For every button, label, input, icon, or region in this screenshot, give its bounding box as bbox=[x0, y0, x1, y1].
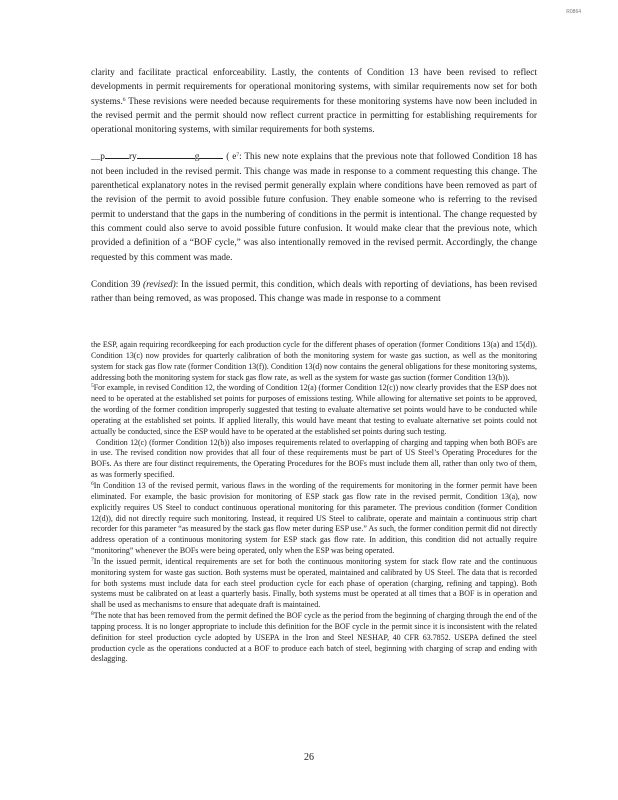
condition-label: Condition 39 bbox=[91, 279, 144, 290]
footnote-text: In Condition 13 of the revised permit, various flaws in the wording of the requirements for monitoring in the former permit have been eliminated. For example, the basic provision for monitoring of ESP stack gas flow rate in the revised permit, Condition 13(a), now explicitly requires US Steel to conduct continuous operational monitoring for this parameter. The previous condition (former Condition 12(d)), did not directly require such monitoring. Instead, it required US Steel to calibrate, operate and maintain a continuous strip chart recorder for this parameter “as measured by the stack gas flow meter during ESP use.” As such, the former condition permit did not directly address operation of a continuous monitoring system for ESP stack gas flow rate. In addition, this condition did not actually require “monitoring” whenever the BOFs were being operated, only when the ESP was being operated. bbox=[91, 480, 537, 556]
footnote-mark: 7 bbox=[91, 556, 94, 563]
paragraph-text-cont: These revisions were needed because requirements for these monitoring systems have now been included in the revised permit and the permit should now reflect current practice in permitting for establishing requirements for operational monitoring systems, with similar requirements for both systems. bbox=[91, 96, 537, 136]
footnote-ref-7: 7 bbox=[236, 152, 240, 159]
footnote-7 bbox=[91, 557, 537, 611]
footnote-6 bbox=[91, 481, 537, 557]
footnote-8 bbox=[91, 611, 537, 665]
revised-label: (revised) bbox=[143, 279, 176, 290]
heading-fragment-a: __p bbox=[91, 152, 105, 163]
footnote-text: For example, in revised Condition 12, the wording of Condition 12(a) (former Condition 12(c)) now clearly provides that the ESP does not need to be operated at the established set points for purposes of emissions testing. While allowing for alternative set points to be approved, the wording of the former condition improperly suggested that testing to evaluate alternative set points would have to be conducted while operating at the established set points. If applied literally, this would have meant that testing to evaluate alternative set points could not actually be conducted, since the ESP would have to be operated at the established set points during such testing. bbox=[91, 383, 537, 436]
paragraph-text: clarity and facilitate practical enforceability. Lastly, the contents of Condition 13 have been revised to reflect developments in permit requirements for operational monitoring systems, with similar requirements now set for both systems. bbox=[91, 68, 537, 107]
paragraph-note-condition-18 bbox=[91, 150, 537, 264]
footnote-5 bbox=[91, 383, 537, 437]
illegible-gap bbox=[137, 150, 195, 159]
footnote-ref-6: 6 bbox=[122, 96, 126, 103]
footnote-mark: 6 bbox=[91, 480, 94, 487]
footnote-mark: 8 bbox=[91, 611, 94, 618]
footnote-5-continued: Condition 12(c) (former Condition 12(b)) also imposes requirements related to overlapping of charging and tapping when both BOFs are in use. The revised condition now provides that all four of these requirements must be part of US Steel’s Operating Procedures for the BOFs. As there are four distinct requirements, the Operating Procedures for the BOFs must include them all, rather than only two of them, as was formerly specified. bbox=[91, 437, 537, 480]
illegible-gap bbox=[199, 150, 223, 159]
footnote-mark: 5 bbox=[91, 383, 94, 390]
body-text bbox=[91, 66, 537, 306]
paragraph-text: : In the issued permit, this condition, which deals with reporting of deviations, has been revised rather than being removed, as was proposed. This change was made in response to a comment bbox=[91, 279, 537, 305]
footnotes bbox=[91, 340, 537, 665]
footnote-text: The note that has been removed from the permit defined the BOF cycle as the period from the beginning of charging through the end of the tapping process. It is no longer appropriate to include this definition for the BOF cycle in the permit since it is inconsistent with the related definition for steel production cycle adopted by USEPA in the Iron and Steel NESHAP, 40 CFR 63.7852. USEPA defined the steel production cycle as the operations conducted at a BOF to produce each batch of steel, beginning with charging of scrap and ending with deslagging. bbox=[91, 611, 537, 664]
paragraph-text: : This new note explains that the previous note that followed Condition 18 has not been included in the revised permit. This change was made in response to a comment requesting this change. The parenthetical explanatory notes in the revised permit generally explain where conditions have been removed as part of the revision of the permit to avoid possible future confusion. They enable someone who is referring to the revised permit to understand that the gaps in the numbering of conditions in the permit is intentional. The change requested by this comment could also serve to avoid possible future confusion. It would make clear that the previous note, which provided a definition of a “BOF cycle,” was also intentionally removed in the revised permit. Accordingly, the change requested by this comment was made. bbox=[91, 152, 538, 263]
footnote-text: In the issued permit, identical requirements are set for both the continuous monitoring system for stack flow rate and the continuous monitoring system for waste gas suction. Both systems must be operated, maintained and calibrated by US Steel. The data that is recorded for both systems must include data for each steel production cycle for each phase of operation (charging, refining and tapping). Both systems must be calibrated on at least a quarterly basis. Finally, both systems must be operated at all times that a BOF is in operation and shall be used as mechanisms to ensure that adequate draft is maintained. bbox=[91, 556, 537, 610]
heading-fragment-c: g bbox=[194, 152, 200, 163]
paragraph-condition-13 bbox=[91, 66, 537, 137]
illegible-gap bbox=[105, 150, 129, 159]
page-number: 26 bbox=[304, 752, 314, 763]
bates-stamp: R0864 bbox=[566, 9, 581, 15]
heading-fragment-b: ry bbox=[128, 152, 137, 163]
footnote-continuation: the ESP, again requiring recordkeeping for each production cycle for the different phases of operation (former Conditions 13(a) and 15(d)). Condition 13(c) now provides for quarterly calibration of both the monitoring system for waste gas suction, as well as the monitoring system for stack gas flow rate (former Condition 13(f)). Condition 13(d) now contains the general obligations for these monitoring systems, addressing both the monitoring system for stack gas flow rate, as well as the system for waste gas suction (former Condition 13(b)). bbox=[91, 340, 537, 382]
heading-fragment-d: ( e bbox=[226, 152, 237, 163]
paragraph-condition-39 bbox=[91, 278, 537, 307]
